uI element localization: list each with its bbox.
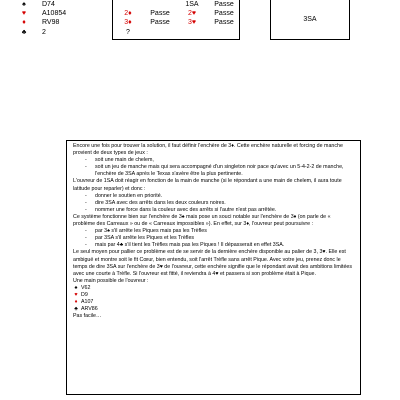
explanation-closing: Pas facile… bbox=[73, 313, 102, 320]
explanation-box bbox=[66, 140, 361, 395]
explanation-paragraph: Ce système fonctionne bien sur l'enchère de 3♠ mais pose un souci notable sur l'enchère de 3♦ (on parle de « problème des Carreaux » ou de « Carreaux impossibles »). En effet, sur 3♦, l'ouvreur peut poursuivre : bbox=[73, 213, 331, 228]
hand-line-hearts bbox=[20, 9, 105, 18]
explanation-list bbox=[73, 193, 354, 214]
hand-line-clubs bbox=[20, 28, 105, 37]
bid-cell bbox=[144, 28, 176, 37]
hand-cards: RV98 bbox=[42, 19, 60, 27]
answer-box-divider bbox=[271, 0, 349, 1]
bid-cell bbox=[208, 28, 240, 37]
opener-line-clubs bbox=[73, 306, 354, 313]
explanation-paragraph: L'ouvreur de 1SA doit réagir en fonction de la main de manche (si le répondant a une main de chelem, il aura toute latitude pour reparler) et donc : bbox=[73, 178, 342, 192]
bid-cell bbox=[144, 0, 176, 9]
opener-line-hearts bbox=[73, 292, 354, 299]
opener-line-spades bbox=[73, 285, 354, 292]
list-item: - nommer une force dans la couleur avec des arrêts si l'autre n'est pas arrêtée. bbox=[73, 207, 354, 214]
bid-cell: 3♦ bbox=[124, 19, 132, 27]
bidding-row bbox=[112, 9, 240, 18]
list-item: - soit une main de chelem, bbox=[73, 157, 354, 164]
explanation-list bbox=[73, 157, 354, 178]
opener-cards: D9 bbox=[81, 291, 88, 298]
list-item: - par 3SA s'il arrête les Piques et les Trèfles bbox=[73, 235, 354, 242]
opener-cards: A107 bbox=[81, 299, 94, 306]
bid-cell: Passe bbox=[214, 1, 234, 8]
list-item: - soit un jeu de manche mais qui sera accompagné d'un singleton noir pace qu'avec un 5-4-2-2 de manche, l'enchère de 3SA après le Texas s'avère être la plus pertinente. bbox=[73, 164, 354, 178]
opener-cards: ARV86 bbox=[81, 306, 98, 313]
vulnerability-hand bbox=[20, 0, 105, 37]
explanation-paragraph: Encore une fois pour trouver la solution, il faut définir l'enchère de 3♦. Cette enchère naturelle et forcing de manche provient de deux types de jeux : bbox=[73, 143, 343, 157]
explanation-paragraph: Le seul moyen pour pallier ce problème est de se servir de la dernière enchère disponible au palier de 3, 3♥. Elle est ambiguë et montre soit le fit Cœur, bien entendu, soit l'arrêt Trèfle sans arrêt Pique. Avec votre jeu, prenez donc le temps de dire 3SA sur l'enchère de 3♥ de l'ouvreur, cette enchère signifie que le répondant avait des ambitions limitées avec une courte à Trèfle. Si l'ouvreur est fitté, il reviendra à 4♥ et passera si son problème était à Pique. bbox=[73, 249, 353, 277]
club-icon: ♣ bbox=[74, 306, 78, 313]
bid-cell: 3♥ bbox=[187, 19, 197, 27]
bid-cell: 2♦ bbox=[124, 10, 132, 18]
spade-icon: ♠ bbox=[74, 284, 78, 291]
opener-cards: V62 bbox=[81, 284, 91, 291]
bidding-row bbox=[112, 0, 240, 9]
diamond-icon: ♦ bbox=[22, 19, 26, 27]
list-item: - mais par 4♣ s'il tient les Trèfles mais pas les Piques ! Il dépasserait en effet 3SA. bbox=[73, 242, 354, 249]
hand-cards: A10854 bbox=[42, 10, 67, 18]
hand-cards: 2 bbox=[42, 28, 46, 36]
list-item: - donner le soutien en priorité. bbox=[73, 193, 354, 200]
bid-cell: Passe bbox=[150, 19, 170, 27]
bid-cell: ? bbox=[126, 28, 130, 36]
bid-cell: 1SA bbox=[185, 1, 199, 8]
answer-box bbox=[270, 0, 350, 40]
list-item: - dire 3SA avec des arrêts dans les deux couleurs noires. bbox=[73, 200, 354, 207]
hand-line-spades bbox=[20, 0, 105, 9]
explanation-list bbox=[73, 228, 354, 249]
bidding-table bbox=[112, 0, 240, 37]
bidding-row bbox=[112, 28, 240, 37]
heart-icon: ♥ bbox=[21, 10, 27, 18]
bid-cell bbox=[176, 28, 208, 37]
opener-line-diamonds bbox=[73, 299, 354, 306]
bid-cell bbox=[112, 0, 144, 9]
bid-cell: 2♥ bbox=[187, 10, 197, 18]
spade-icon: ♠ bbox=[22, 1, 26, 8]
opener-hand-title: Une main possible de l'ouvreur : bbox=[73, 277, 149, 284]
club-icon: ♣ bbox=[21, 28, 27, 36]
answer-contract: 3SA bbox=[303, 16, 317, 23]
bid-cell: Passe bbox=[214, 10, 234, 18]
list-item: - par 3♠ s'il arrête les Piques mais pas les Trèfles bbox=[73, 228, 354, 235]
hand-cards: D74 bbox=[42, 1, 55, 8]
diamond-icon: ♦ bbox=[74, 299, 78, 306]
bidding-row bbox=[112, 18, 240, 27]
bid-cell: Passe bbox=[150, 10, 170, 18]
hand-line-diamonds bbox=[20, 18, 105, 27]
heart-icon: ♥ bbox=[74, 291, 78, 298]
bid-cell: Passe bbox=[214, 19, 234, 27]
